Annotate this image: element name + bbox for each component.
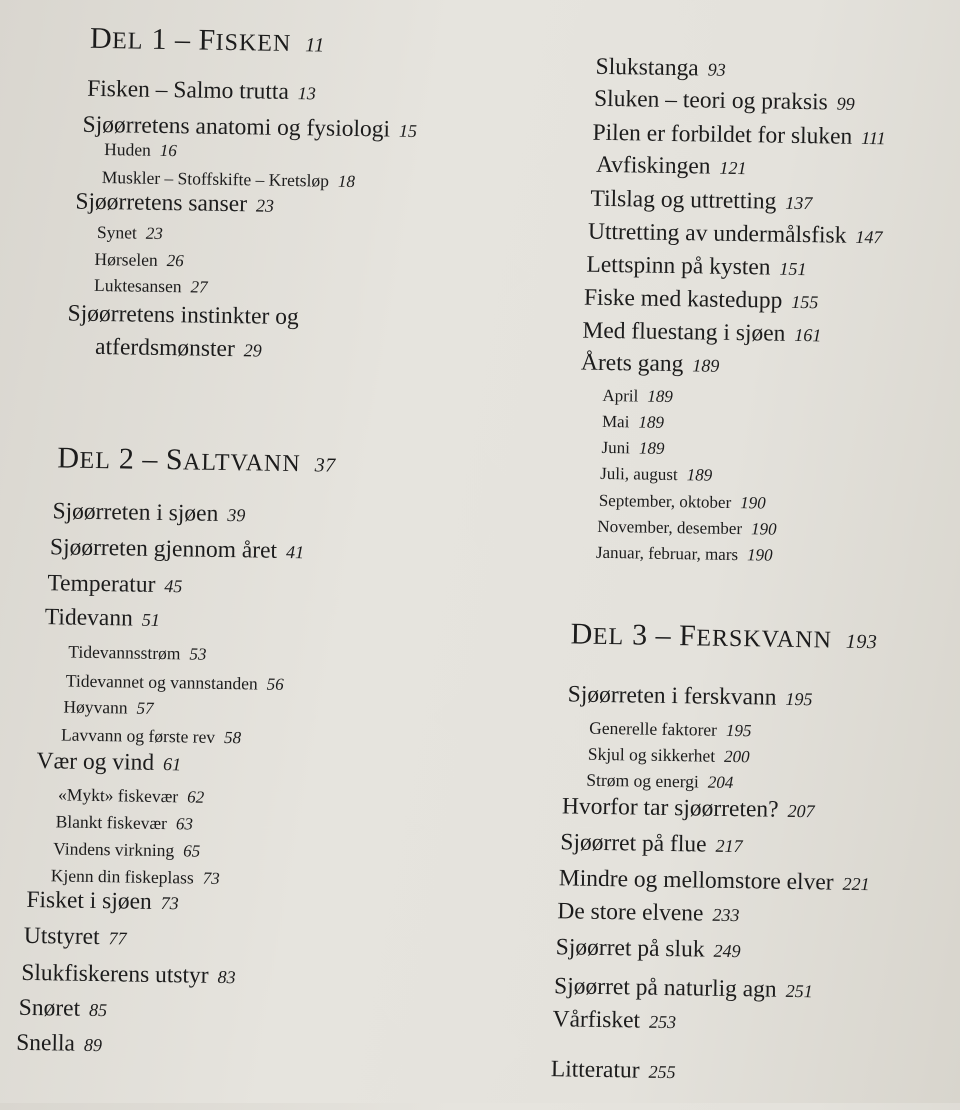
entry-title: Tidevann: [45, 604, 133, 631]
page-number: 73: [161, 893, 179, 913]
page-number: 57: [136, 699, 153, 718]
entry-title: Tidevannsstrøm: [68, 642, 180, 664]
entry-title: Blankt fiskevær: [56, 811, 168, 833]
entry-title: Avfiskingen: [596, 152, 711, 180]
entry-title: Sjøørretens sanser: [75, 189, 247, 218]
section-heading: [90, 24, 325, 58]
toc-entry: [45, 606, 160, 631]
entry-title: Utstyret: [24, 923, 100, 950]
entry-title: April: [602, 386, 638, 406]
entry-title: Mindre og mellomstore elver: [559, 865, 834, 895]
page-number: 51: [142, 610, 160, 630]
entry-title: Vårfisket: [552, 1006, 640, 1033]
page-number: 77: [108, 928, 126, 948]
toc-entry: [87, 78, 316, 105]
toc-subentry: [601, 439, 664, 457]
page-number: 63: [176, 814, 193, 833]
heading-text-part: 2 – S: [111, 442, 184, 476]
page-number: 89: [84, 1035, 102, 1055]
page-number: 217: [715, 836, 742, 856]
page-number: 111: [861, 128, 886, 148]
page-number: 190: [751, 519, 777, 538]
entry-title: November, desember: [597, 517, 742, 538]
page-number: 26: [167, 251, 184, 270]
page-number: 204: [708, 773, 734, 792]
toc-subentry: [63, 698, 153, 717]
toc-entry: [596, 154, 747, 180]
page-number: 18: [338, 172, 355, 191]
entry-title: Lavvann og første rev: [61, 724, 215, 746]
page-number: 195: [785, 689, 812, 709]
page-number: 207: [787, 801, 814, 821]
toc-entry: [24, 925, 127, 950]
entry-title: Årets gang: [581, 350, 684, 378]
page-number: 29: [244, 340, 262, 360]
heading-text-part: EL: [593, 624, 625, 650]
page-number: 200: [724, 747, 750, 766]
page-number: 193: [846, 631, 878, 653]
toc-subentry: [599, 492, 766, 512]
page-number: 85: [89, 1000, 107, 1020]
heading-text-part: ALTVANN: [183, 449, 301, 477]
page-number: 189: [647, 387, 673, 406]
entry-title: Snøret: [19, 995, 81, 1022]
page-number: 189: [638, 412, 664, 431]
section-heading: [57, 443, 336, 477]
page-number: 62: [187, 787, 204, 806]
toc-entry: [52, 500, 245, 527]
entry-title: Slukfiskerens utstyr: [21, 960, 209, 989]
entry-title: Sjøørret på sluk: [556, 934, 705, 962]
toc-entry: [556, 936, 741, 962]
entry-title: Sjøørret på naturlig agn: [554, 973, 777, 1002]
page-number: 65: [183, 841, 200, 860]
toc-entry: [562, 795, 815, 822]
page-number: 11: [305, 34, 325, 56]
toc-entry: [568, 683, 813, 710]
page-number: 53: [189, 644, 206, 663]
page-number: 16: [160, 141, 177, 160]
entry-title: Synet: [97, 222, 137, 243]
page-number: 151: [779, 259, 806, 279]
toc-entry: [21, 962, 236, 989]
toc-subentry: [602, 413, 664, 431]
toc-entry: [16, 1032, 102, 1057]
toc-subentry: [589, 720, 752, 740]
toc-entry: [592, 122, 885, 150]
toc-entry: [552, 1008, 676, 1033]
toc-entry: [582, 320, 821, 347]
entry-title: September, oktober: [599, 491, 732, 512]
entry-title: Generelle faktorer: [589, 718, 717, 740]
entry-title: Januar, februar, mars: [596, 543, 738, 564]
page-number: 251: [786, 981, 813, 1001]
entry-title: Hvorfor tar sjøørreten?: [562, 793, 779, 822]
toc-entry: [560, 831, 743, 857]
toc-subentry: [600, 465, 712, 484]
entry-title: Tidevannet og vannstanden: [66, 671, 258, 694]
entry-title: Pilen er forbildet for sluken: [592, 120, 852, 150]
entry-title: Sjøørreten i sjøen: [52, 498, 218, 527]
entry-title: Sjøørret på flue: [560, 829, 707, 857]
entry-title: Vær og vind: [36, 748, 154, 776]
toc-subentry: [53, 840, 200, 860]
entry-title: atferdsmønster: [95, 334, 235, 362]
entry-title: Kjenn din fiskeplass: [51, 865, 194, 887]
entry-title: Lettspinn på kysten: [586, 252, 770, 281]
toc-subentry: [97, 224, 163, 243]
toc-entry: [82, 114, 417, 143]
heading-text-part: EL: [79, 448, 111, 474]
toc-subentry: [597, 518, 776, 538]
page-number: 221: [842, 874, 869, 894]
entry-title: Juni: [601, 438, 630, 457]
toc-subentry: [588, 746, 750, 766]
page-number: 121: [719, 158, 746, 178]
page-number: 147: [855, 227, 882, 247]
toc-subentry: [602, 387, 673, 405]
page-number: 189: [639, 438, 665, 457]
toc-subentry: [102, 169, 355, 190]
page-number: 56: [267, 675, 284, 694]
toc-subentry: [51, 867, 220, 887]
page-number: 23: [256, 195, 274, 215]
heading-text-part: 3 – F: [624, 618, 697, 652]
entry-title: Luktesansen: [94, 275, 182, 296]
page-number: 253: [649, 1012, 676, 1032]
page-number: 23: [146, 224, 163, 243]
heading-text-part: EL: [112, 28, 144, 54]
page-number: 99: [837, 94, 855, 114]
entry-title: Hørselen: [94, 249, 157, 270]
page-number: 137: [785, 193, 812, 213]
heading-text-part: D: [90, 22, 113, 55]
page-number: 45: [164, 576, 182, 596]
toc-subentry: [56, 813, 194, 833]
entry-title: Fisket i sjøen: [26, 887, 152, 915]
toc-entry: [95, 336, 262, 362]
entry-title: Litteratur: [551, 1056, 640, 1083]
toc-subentry: [94, 277, 208, 296]
entry-title: Sjøørretens anatomi og fysiologi: [82, 112, 390, 143]
toc-entry: [26, 889, 179, 915]
toc-entry: [36, 750, 181, 776]
toc-entry: [595, 56, 725, 82]
page-number: 190: [740, 493, 766, 512]
entry-title: Juli, august: [600, 464, 678, 484]
toc-entry: [47, 572, 182, 598]
entry-title: Snella: [16, 1030, 75, 1057]
entry-title: Sjøørreten i ferskvann: [568, 681, 777, 710]
page-number: 27: [190, 277, 207, 296]
toc-entry: [590, 188, 812, 215]
page-number: 249: [713, 941, 740, 961]
page-number: 93: [708, 60, 726, 80]
toc-subentry: [58, 786, 204, 806]
toc-entry: [594, 88, 855, 116]
page-number: 73: [203, 869, 220, 888]
toc-subentry: [586, 772, 733, 792]
toc-subentry: [104, 141, 177, 160]
entry-title: Tilslag og uttretting: [590, 186, 776, 215]
toc-entry: [588, 221, 883, 249]
page-number: 189: [692, 355, 719, 375]
section-heading: [570, 619, 877, 654]
heading-text-part: D: [57, 441, 80, 474]
entry-title: Fisken – Salmo trutta: [87, 76, 289, 105]
entry-title: Fiske med kastedupp: [584, 285, 783, 314]
entry-title: Sjøørreten gjennom året: [50, 534, 277, 564]
toc-entry: [50, 536, 304, 563]
toc-entry: [19, 997, 108, 1022]
entry-title: Med fluestang i sjøen: [582, 318, 785, 347]
heading-text-part: 1 – F: [143, 23, 216, 57]
toc-entry: [559, 867, 870, 895]
toc-entry: [554, 975, 813, 1003]
toc-entry: [581, 352, 720, 378]
heading-text-part: D: [570, 617, 593, 650]
heading-text-part: ERSKVANN: [696, 625, 832, 653]
page-number: 255: [648, 1062, 675, 1082]
page-number: 61: [163, 754, 181, 774]
entry-title: Mai: [602, 412, 630, 431]
toc-entry: [551, 1058, 676, 1083]
page-number: 37: [315, 454, 336, 476]
toc-subentry: [94, 251, 183, 270]
toc-subentry: [68, 644, 206, 664]
entry-title: Temperatur: [47, 570, 155, 598]
heading-text-part: ISKEN: [215, 30, 291, 57]
toc-entry: [586, 254, 806, 281]
entry-title: Sjøørretens instinkter og: [67, 300, 298, 330]
toc-subentry: [596, 544, 773, 564]
page-number: 83: [217, 967, 235, 987]
entry-title: Strøm og energi: [586, 770, 699, 792]
entry-title: Sluken – teori og praksis: [594, 86, 828, 116]
page-number: 195: [726, 721, 752, 740]
entry-title: Huden: [104, 139, 151, 160]
page-number: 39: [227, 505, 245, 525]
page-number: 41: [286, 542, 304, 562]
entry-title: Uttretting av undermålsfisk: [588, 219, 847, 249]
entry-title: Slukstanga: [595, 54, 699, 82]
entry-title: De store elvene: [557, 898, 704, 926]
toc-subentry: [61, 726, 241, 746]
page-number: 189: [687, 465, 713, 484]
entry-title: Skjul og sikkerhet: [588, 744, 716, 766]
toc-subentry: [66, 673, 284, 694]
toc-right-column: [9, 0, 960, 8]
page-number: 190: [747, 545, 773, 564]
page-number: 13: [298, 83, 316, 103]
page-number: 233: [712, 905, 739, 925]
toc-entry: [584, 287, 819, 314]
entry-title: Muskler – Stoffskifte – Kretsløp: [102, 167, 329, 191]
page-number: 161: [794, 325, 821, 345]
toc-entry: [557, 900, 740, 926]
toc-entry: [67, 302, 298, 329]
toc-entry: [75, 191, 274, 218]
page-number: 58: [224, 728, 241, 747]
entry-title: Vindens virkning: [53, 838, 174, 860]
entry-title: Høyvann: [63, 696, 127, 717]
page-number: 155: [791, 292, 818, 312]
page-number: 15: [399, 121, 417, 141]
entry-title: «Mykt» fiskevær: [58, 784, 178, 806]
